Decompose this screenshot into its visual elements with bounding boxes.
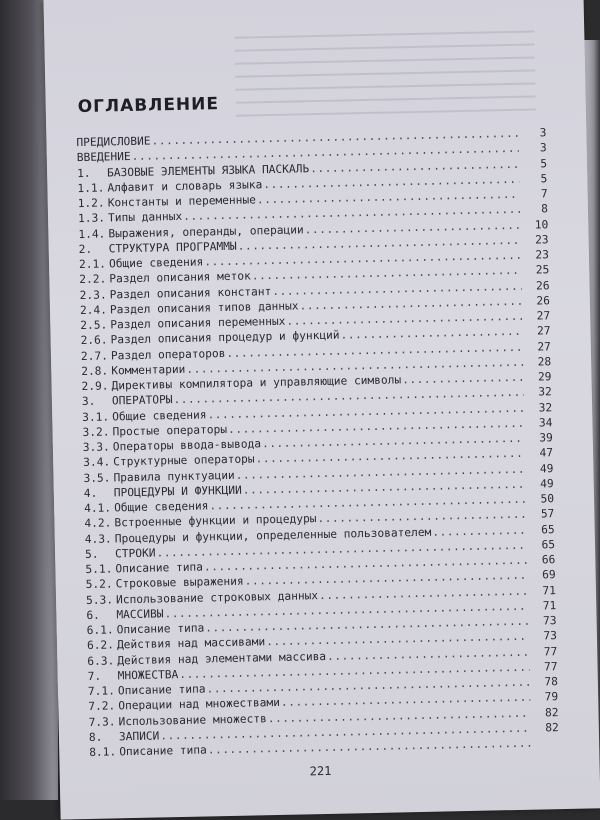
toc-entry-page: 77: [535, 644, 557, 660]
toc-entry-number: 4.3.: [85, 531, 115, 547]
toc-entry-label: Описание типа: [118, 682, 206, 699]
toc-entry-label: Правила пунктуации: [113, 467, 235, 485]
toc-entry-page: 49: [531, 461, 553, 477]
page-number: 221: [310, 764, 332, 778]
toc-entry-label: МАССИВЫ: [116, 606, 163, 622]
toc-entry-label: Действия над элементами массива: [117, 648, 326, 668]
toc-entry-page: 57: [532, 506, 554, 522]
toc-entry-page: 28: [529, 354, 551, 370]
toc-entry-label: Описание типа: [117, 621, 205, 638]
toc-entry-page: 34: [530, 415, 552, 431]
toc-entry-label: Операции над множествами: [118, 695, 280, 714]
toc-entry-page: 65: [533, 537, 555, 553]
toc-entry-page: 7: [525, 186, 547, 202]
toc-entry-number: 5.: [85, 546, 115, 562]
toc-entry-label: Раздел описания типов данных: [110, 298, 299, 317]
toc-entry-page: 27: [528, 308, 550, 324]
toc-entry-label: Общие сведения: [112, 407, 207, 424]
toc-entry-page: 71: [534, 598, 556, 614]
toc-entry-page: 69: [533, 567, 555, 583]
toc-entry-label: Выражения, операнды, операции: [108, 222, 304, 241]
toc-entry-number: 3.3.: [83, 439, 113, 455]
toc-entry-page: 82: [537, 720, 559, 736]
toc-list: [76, 125, 559, 760]
toc-entry-number: 2.8.: [81, 363, 111, 379]
toc-entry-label: Директивы компилятора и управляющие символы: [111, 372, 401, 393]
toc-entry-label: Процедуры и функции, определенные пользователем: [115, 524, 432, 546]
toc-entry-label: МНОЖЕСТВА: [117, 667, 178, 684]
toc-title: ОГЛАВЛЕНИЕ: [78, 87, 546, 117]
toc-entry-number: 3.: [82, 394, 112, 410]
toc-entry-label: Строковые выражения: [116, 574, 244, 592]
book-page: [43, 0, 600, 820]
toc-entry-label: Простые операторы: [112, 422, 227, 440]
toc-entry-number: 6.3.: [87, 653, 117, 669]
toc-entry-number: 3.4.: [83, 455, 113, 471]
toc-entry-number: 1.3.: [78, 211, 108, 227]
toc-entry-page: 3: [525, 140, 547, 156]
toc-entry-number: 6.2.: [87, 638, 117, 654]
toc-entry-page: 71: [534, 583, 556, 599]
toc-entry-number: 5.2.: [86, 577, 116, 593]
toc-entry-label: Раздел описания переменных: [110, 314, 285, 333]
toc-entry-number: 4.: [84, 485, 114, 501]
toc-entry-number: 3.5.: [83, 470, 113, 486]
toc-entry-number: 7.2.: [88, 699, 118, 715]
toc-entry-label: Раздел описания констант: [110, 284, 272, 303]
table-of-contents: [76, 87, 560, 760]
toc-entry-page: 27: [528, 323, 550, 339]
toc-entry-number: 5.1.: [85, 561, 115, 577]
toc-entry-page: 77: [535, 659, 557, 675]
toc-entry-page: 32: [530, 384, 552, 400]
toc-entry-label: ВВЕДЕНИЕ: [77, 149, 131, 165]
toc-entry-number: 7.1.: [88, 683, 118, 699]
toc-entry-page: 49: [532, 476, 554, 492]
toc-entry-label: Раздел операторов: [111, 346, 226, 364]
toc-entry-page: 39: [531, 430, 553, 446]
toc-entry-number: 4.2.: [84, 516, 114, 532]
toc-entry-label: Структурные операторы: [113, 452, 255, 470]
toc-entry-label: СТРУКТУРА ПРОГРАММЫ: [109, 239, 237, 257]
toc-entry-page: 26: [528, 293, 550, 309]
toc-entry-label: Типы данных: [108, 209, 182, 226]
toc-entry-page: 47: [531, 445, 553, 461]
toc-entry-page: 29: [529, 369, 551, 385]
toc-entry-number: 2.5.: [80, 317, 110, 333]
toc-entry-label: ПРЕДИСЛОВИЕ: [76, 134, 150, 151]
toc-entry-label: Раздел описания процедур и функций: [110, 328, 339, 348]
toc-entry-number: 3.1.: [82, 409, 112, 425]
toc-entry-number: 6.1.: [87, 622, 117, 638]
toc-entry-number: 5.3.: [86, 592, 116, 608]
toc-entry-page: 23: [527, 247, 549, 263]
toc-entry-label: СТРОКИ: [115, 545, 156, 561]
toc-entry-number: 7.3.: [88, 714, 118, 730]
toc-entry-page: 10: [526, 217, 548, 233]
toc-entry-number: 2.4.: [80, 302, 110, 318]
toc-entry-page: 73: [534, 613, 556, 629]
toc-entry-page: 32: [530, 400, 552, 416]
toc-entry-number: 1.2.: [78, 195, 108, 211]
toc-entry-label: Комментарии: [111, 362, 185, 379]
toc-entry-label: ЗАПИСИ: [119, 728, 160, 744]
toc-entry-number: 2.3.: [80, 287, 110, 303]
toc-entry-label: Общие сведения: [109, 254, 204, 271]
toc-entry-label: Раздел описания меток: [109, 269, 251, 287]
toc-entry-page: 79: [536, 689, 558, 705]
toc-entry-number: 2.2.: [79, 272, 109, 288]
toc-entry-number: 2.: [79, 241, 109, 257]
toc-entry-number: 2.9.: [81, 378, 111, 394]
toc-entry-page: 3: [524, 125, 546, 141]
toc-entry-page: 73: [535, 628, 557, 644]
toc-entry-label: Встроенные функции и процедуры: [114, 511, 316, 530]
toc-entry-page: 66: [533, 552, 555, 568]
toc-entry-number: 2.1.: [79, 256, 109, 272]
toc-entry-number: 2.6.: [80, 333, 110, 349]
toc-entry-label: Описание типа: [115, 560, 203, 577]
toc-entry-number: 1.4.: [78, 226, 108, 242]
toc-entry-label: Описание типа: [119, 742, 207, 759]
toc-entry-number: 1.1.: [77, 180, 107, 196]
toc-entry-number: 1.: [77, 165, 107, 181]
toc-entry-page: 25: [527, 262, 549, 278]
toc-entry-page: 5: [525, 171, 547, 187]
toc-entry-label: Общие сведения: [114, 498, 209, 515]
toc-entry-number: 7.: [87, 668, 117, 684]
toc-entry-page: 8: [526, 201, 548, 217]
toc-entry-number: 4.1.: [84, 500, 114, 516]
toc-entry-page: 82: [536, 705, 558, 721]
toc-entry-label: Алфавит и словарь языка: [107, 177, 262, 195]
toc-entry-page: 23: [526, 232, 548, 248]
toc-entry-page: 5: [525, 156, 547, 172]
toc-entry-label: Действия над массивами: [117, 634, 265, 652]
toc-entry-label: Константы и переменные: [108, 192, 256, 210]
toc-entry-page: 50: [532, 491, 554, 507]
toc-entry-number: 8.: [89, 729, 119, 745]
toc-entry-number: 3.2.: [82, 424, 112, 440]
toc-entry-label: ОПЕРАТОРЫ: [112, 392, 173, 409]
toc-entry-label: БАЗОВЫЕ ЭЛЕМЕНТЫ ЯЗЫКА ПАСКАЛЬ: [107, 161, 309, 180]
toc-entry-label: Использование множеств: [118, 711, 266, 729]
toc-entry-number: 6.: [86, 607, 116, 623]
toc-entry-page: 78: [536, 674, 558, 690]
toc-entry-label: Операторы ввода-вывода: [113, 436, 261, 454]
toc-entry-label: Использование строковых данных: [116, 588, 318, 607]
toc-entry-page: 65: [533, 522, 555, 538]
toc-entry-number: 2.7.: [81, 348, 111, 364]
toc-entry-label: ПРОЦЕДУРЫ И ФУНКЦИИ: [114, 482, 242, 500]
toc-entry-page: 27: [529, 339, 551, 355]
toc-entry-page: 26: [527, 278, 549, 294]
toc-entry-number: 8.1.: [89, 744, 119, 760]
